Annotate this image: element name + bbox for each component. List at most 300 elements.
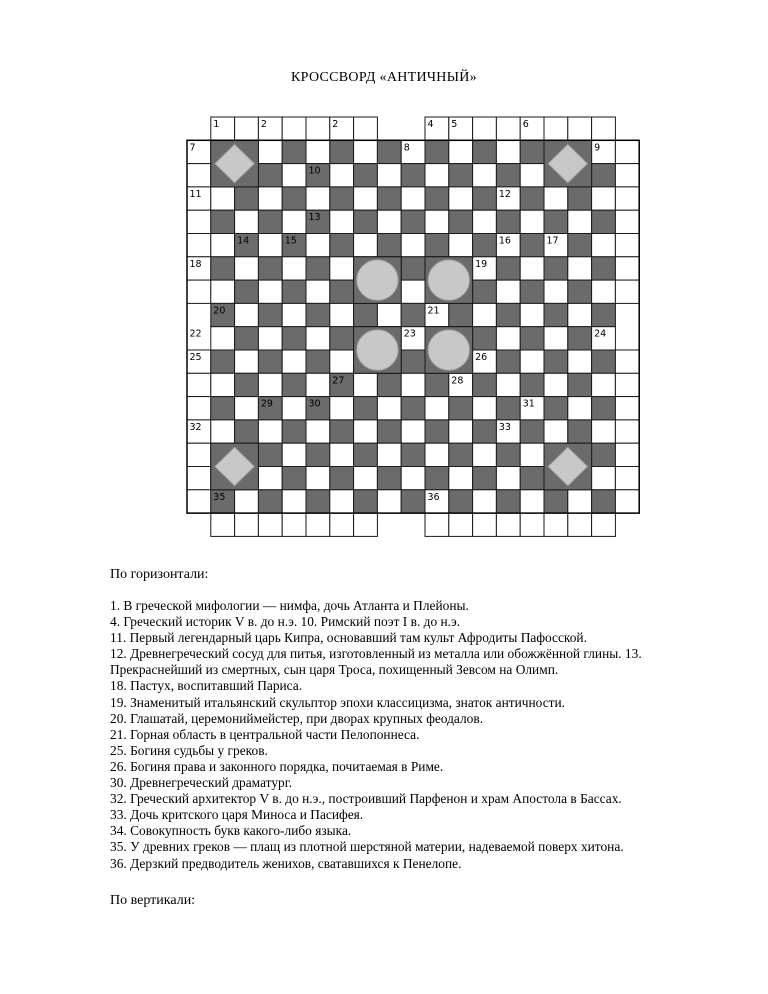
black-cell — [282, 420, 306, 443]
white-cell — [449, 234, 473, 257]
white-cell — [473, 210, 497, 233]
white-cell — [496, 280, 520, 303]
white-cell — [235, 210, 259, 233]
black-cell — [330, 280, 354, 303]
black-cell — [520, 467, 544, 490]
black-cell — [258, 257, 282, 280]
cell-number: 19 — [475, 258, 488, 270]
black-cell — [473, 420, 497, 443]
white-cell — [187, 164, 211, 187]
cell-number: 35 — [213, 491, 226, 503]
black-cell — [401, 210, 425, 233]
white-cell — [377, 443, 401, 466]
across-heading: По горизонтали: — [110, 567, 209, 582]
white-cell — [258, 187, 282, 210]
white-cell — [401, 187, 425, 210]
black-cell — [330, 234, 354, 257]
clue-line: Прекраснейший из смертных, сын царя Троса, похищенный Зевсом на Олимп. — [110, 662, 559, 678]
black-cell — [592, 490, 616, 513]
black-cell — [496, 443, 520, 466]
cell-number: 14 — [237, 235, 250, 247]
white-cell — [473, 443, 497, 466]
black-cell — [401, 164, 425, 187]
cell-number: 31 — [522, 398, 535, 410]
white-cell — [520, 303, 544, 326]
black-cell — [496, 350, 520, 373]
black-cell — [354, 164, 378, 187]
black-cell — [520, 187, 544, 210]
black-cell — [330, 420, 354, 443]
clue-line: 21. Горная область в центральной части Пелопоннеса. — [110, 726, 420, 742]
cell-number: 21 — [427, 305, 440, 317]
black-cell — [496, 490, 520, 513]
white-cell — [544, 187, 568, 210]
white-cell — [568, 257, 592, 280]
white-cell — [615, 140, 639, 163]
black-cell — [282, 373, 306, 396]
cell-number: 22 — [189, 328, 202, 340]
oval-shape — [428, 330, 470, 371]
cell-number: 11 — [189, 188, 202, 200]
white-cell — [615, 164, 639, 187]
cell-number: 18 — [189, 258, 202, 270]
white-cell — [211, 420, 235, 443]
white-cell — [473, 117, 497, 140]
cell-number: 29 — [260, 398, 273, 410]
white-cell — [258, 327, 282, 350]
white-cell — [258, 373, 282, 396]
clue-line: 11. Первый легендарный царь Кипра, основавший там культ Афродиты Пафосской. — [110, 630, 587, 646]
clue-line: 30. Древнегреческий драматург. — [110, 775, 293, 791]
cell-number: 15 — [284, 235, 297, 247]
black-cell — [377, 140, 401, 163]
white-cell — [187, 210, 211, 233]
white-cell — [306, 373, 330, 396]
black-cell — [401, 443, 425, 466]
white-cell — [473, 397, 497, 420]
white-cell — [520, 164, 544, 187]
black-cell — [306, 350, 330, 373]
black-cell — [377, 467, 401, 490]
white-cell — [401, 420, 425, 443]
cell-number: 9 — [594, 142, 601, 154]
white-cell — [544, 327, 568, 350]
black-cell — [258, 303, 282, 326]
white-cell — [544, 373, 568, 396]
black-cell — [425, 373, 449, 396]
white-cell — [377, 397, 401, 420]
white-cell — [282, 490, 306, 513]
white-cell — [377, 164, 401, 187]
cell-number: 8 — [403, 142, 410, 154]
clue-line: 35. У древних греков — плащ из плотной шерстяной материи, надеваемой поверх хитона. — [110, 839, 624, 855]
black-cell — [449, 164, 473, 187]
white-cell — [592, 187, 616, 210]
white-cell — [401, 234, 425, 257]
black-cell — [496, 397, 520, 420]
white-cell — [354, 420, 378, 443]
black-cell — [354, 490, 378, 513]
black-cell — [544, 490, 568, 513]
white-cell — [615, 280, 639, 303]
black-cell — [496, 164, 520, 187]
black-cell — [568, 420, 592, 443]
black-cell — [330, 187, 354, 210]
black-cell — [235, 187, 259, 210]
across-clues — [110, 598, 730, 872]
white-cell — [592, 373, 616, 396]
black-cell — [568, 327, 592, 350]
white-cell — [520, 210, 544, 233]
black-cell — [354, 397, 378, 420]
white-cell — [425, 513, 449, 536]
white-cell — [615, 420, 639, 443]
white-cell — [330, 513, 354, 536]
white-cell — [615, 467, 639, 490]
white-cell — [235, 350, 259, 373]
white-cell — [330, 164, 354, 187]
white-cell — [282, 303, 306, 326]
white-cell — [258, 420, 282, 443]
black-cell — [520, 280, 544, 303]
white-cell — [592, 117, 616, 140]
black-cell — [306, 303, 330, 326]
white-cell — [473, 303, 497, 326]
white-cell — [473, 490, 497, 513]
white-cell — [282, 257, 306, 280]
cell-number: 5 — [451, 119, 458, 130]
white-cell — [544, 420, 568, 443]
white-cell — [496, 140, 520, 163]
black-cell — [544, 210, 568, 233]
cell-number: 30 — [308, 398, 321, 410]
clue-line: 1. В греческой мифологии — нимфа, дочь Атланта и Плейоны. — [110, 598, 469, 613]
white-cell — [568, 397, 592, 420]
white-cell — [449, 140, 473, 163]
black-cell — [377, 234, 401, 257]
cell-number: 2 — [332, 119, 339, 130]
cell-number: 26 — [475, 352, 488, 363]
clue-line: 19. Знаменитый итальянский скульптор эпохи классицизма, знаток античности. — [110, 694, 565, 710]
oval-shape — [357, 260, 399, 301]
white-cell — [425, 443, 449, 466]
black-cell — [592, 210, 616, 233]
clue-line: 4. Греческий историк V в. до н.э. 10. Римский поэт I в. до н.э. — [110, 614, 461, 630]
white-cell — [496, 467, 520, 490]
cell-number: 16 — [498, 235, 511, 247]
black-cell — [425, 467, 449, 490]
white-cell — [425, 397, 449, 420]
white-cell — [473, 513, 497, 536]
white-cell — [354, 467, 378, 490]
white-cell — [449, 187, 473, 210]
black-cell — [496, 210, 520, 233]
white-cell — [520, 443, 544, 466]
black-cell — [258, 443, 282, 466]
white-cell — [306, 140, 330, 163]
cell-number: 25 — [189, 352, 202, 363]
black-cell — [425, 234, 449, 257]
black-cell — [568, 234, 592, 257]
white-cell — [354, 117, 378, 140]
white-cell — [211, 513, 235, 536]
white-cell — [187, 490, 211, 513]
black-cell — [282, 280, 306, 303]
black-cell — [235, 327, 259, 350]
white-cell — [568, 210, 592, 233]
white-cell — [235, 513, 259, 536]
white-cell — [520, 257, 544, 280]
white-cell — [187, 443, 211, 466]
white-cell — [306, 187, 330, 210]
cell-number: 6 — [522, 119, 529, 130]
black-cell — [496, 303, 520, 326]
cell-number: 32 — [189, 421, 202, 433]
black-cell — [377, 187, 401, 210]
white-cell — [211, 280, 235, 303]
black-cell — [258, 490, 282, 513]
cell-number: 2 — [260, 119, 267, 130]
black-cell — [401, 257, 425, 280]
clue-line: 34. Совокупность букв какого-либо языка. — [110, 823, 352, 839]
white-cell — [568, 490, 592, 513]
white-cell — [615, 187, 639, 210]
white-cell — [187, 467, 211, 490]
white-cell — [615, 373, 639, 396]
cell-number: 12 — [498, 188, 511, 200]
cell-number: 23 — [403, 328, 416, 340]
white-cell — [211, 234, 235, 257]
black-cell — [354, 210, 378, 233]
white-cell — [615, 234, 639, 257]
black-cell — [473, 327, 497, 350]
black-cell — [282, 187, 306, 210]
white-cell — [187, 280, 211, 303]
white-cell — [330, 443, 354, 466]
clue-line: 25. Богиня судьбы у греков. — [110, 742, 268, 758]
white-cell — [425, 164, 449, 187]
white-cell — [282, 513, 306, 536]
white-cell — [306, 234, 330, 257]
black-cell — [473, 140, 497, 163]
black-cell — [211, 257, 235, 280]
cell-number: 17 — [546, 235, 559, 247]
black-cell — [401, 303, 425, 326]
white-cell — [211, 373, 235, 396]
white-cell — [520, 490, 544, 513]
black-cell — [592, 443, 616, 466]
black-cell — [401, 350, 425, 373]
black-cell — [306, 443, 330, 466]
white-cell — [330, 397, 354, 420]
black-cell — [425, 420, 449, 443]
black-cell — [473, 373, 497, 396]
clue-line: 12. Древнегреческий сосуд для питья, изготовленный из металла или обожжённой глины. 13. — [110, 646, 642, 662]
black-cell — [354, 303, 378, 326]
black-cell — [473, 467, 497, 490]
white-cell — [282, 397, 306, 420]
white-cell — [568, 303, 592, 326]
white-cell — [211, 327, 235, 350]
white-cell — [377, 490, 401, 513]
white-cell — [330, 350, 354, 373]
white-cell — [401, 467, 425, 490]
white-cell — [401, 373, 425, 396]
white-cell — [401, 280, 425, 303]
white-cell — [592, 280, 616, 303]
white-cell — [306, 117, 330, 140]
black-cell — [211, 210, 235, 233]
white-cell — [449, 513, 473, 536]
white-cell — [330, 303, 354, 326]
white-cell — [615, 350, 639, 373]
black-cell — [377, 373, 401, 396]
white-cell — [235, 257, 259, 280]
clue-line: 33. Дочь критского царя Миноса и Пасифея. — [110, 807, 364, 823]
cell-number: 36 — [427, 491, 440, 503]
clue-line: 20. Глашатай, церемониймейстер, при дворах крупных феодалов. — [110, 710, 484, 726]
black-cell — [449, 210, 473, 233]
white-cell — [615, 210, 639, 233]
black-cell — [235, 420, 259, 443]
black-cell — [330, 327, 354, 350]
black-cell — [592, 257, 616, 280]
black-cell — [330, 140, 354, 163]
black-cell — [282, 140, 306, 163]
white-cell — [258, 280, 282, 303]
white-cell — [235, 490, 259, 513]
black-cell — [520, 327, 544, 350]
oval-shape — [428, 260, 470, 301]
clue-line: 26. Богиня права и законного порядка, почитаемая в Риме. — [110, 758, 444, 774]
black-cell — [592, 350, 616, 373]
white-cell — [354, 140, 378, 163]
white-cell — [592, 467, 616, 490]
black-cell — [520, 373, 544, 396]
white-cell — [306, 467, 330, 490]
white-cell — [330, 490, 354, 513]
white-cell — [258, 140, 282, 163]
white-cell — [282, 210, 306, 233]
white-cell — [354, 513, 378, 536]
white-cell — [615, 490, 639, 513]
down-heading: По вертикали: — [110, 893, 196, 908]
white-cell — [282, 117, 306, 140]
black-cell — [473, 234, 497, 257]
white-cell — [258, 234, 282, 257]
white-cell — [282, 350, 306, 373]
white-cell — [306, 327, 330, 350]
black-cell — [592, 303, 616, 326]
cell-number: 28 — [451, 375, 464, 387]
white-cell — [592, 234, 616, 257]
black-cell — [425, 187, 449, 210]
black-cell — [211, 350, 235, 373]
black-cell — [235, 373, 259, 396]
white-cell — [449, 420, 473, 443]
white-cell — [377, 303, 401, 326]
black-cell — [258, 210, 282, 233]
cell-number: 10 — [308, 165, 321, 177]
white-cell — [496, 513, 520, 536]
white-cell — [496, 117, 520, 140]
cell-number: 20 — [213, 305, 226, 317]
white-cell — [306, 420, 330, 443]
white-cell — [544, 117, 568, 140]
white-cell — [211, 187, 235, 210]
black-cell — [306, 490, 330, 513]
black-cell — [592, 397, 616, 420]
white-cell — [615, 257, 639, 280]
black-cell — [544, 303, 568, 326]
black-cell — [425, 140, 449, 163]
black-cell — [449, 490, 473, 513]
black-cell — [568, 280, 592, 303]
black-cell — [520, 234, 544, 257]
oval-shape — [357, 330, 399, 371]
black-cell — [496, 257, 520, 280]
clue-line: 32. Греческий архитектор V в. до н.э., построивший Парфенон и храм Апостола в Бассах. — [110, 791, 622, 807]
black-cell — [330, 467, 354, 490]
page-title: КРОССВОРД «АНТИЧНЫЙ» — [291, 70, 477, 85]
white-cell — [592, 513, 616, 536]
white-cell — [568, 117, 592, 140]
white-cell — [520, 350, 544, 373]
white-cell — [306, 513, 330, 536]
white-cell — [496, 327, 520, 350]
white-cell — [544, 280, 568, 303]
white-cell — [520, 513, 544, 536]
white-cell — [496, 373, 520, 396]
white-cell — [568, 350, 592, 373]
black-cell — [568, 187, 592, 210]
black-cell — [235, 280, 259, 303]
black-cell — [449, 397, 473, 420]
white-cell — [235, 397, 259, 420]
white-cell — [187, 373, 211, 396]
cell-number: 24 — [594, 328, 607, 340]
cell-number: 33 — [498, 421, 511, 433]
white-cell — [282, 164, 306, 187]
black-cell — [377, 420, 401, 443]
black-cell — [354, 443, 378, 466]
white-cell — [282, 443, 306, 466]
white-cell — [473, 164, 497, 187]
white-cell — [235, 117, 259, 140]
white-cell — [330, 257, 354, 280]
cell-number: 27 — [332, 375, 345, 387]
black-cell — [544, 257, 568, 280]
clue-line: 18. Пастух, воспитавший Париса. — [110, 678, 303, 694]
black-cell — [520, 140, 544, 163]
white-cell — [330, 210, 354, 233]
black-cell — [258, 164, 282, 187]
clue-line: 36. Дерзкий предводитель женихов, сватавшихся к Пенелопе. — [110, 855, 462, 871]
white-cell — [187, 234, 211, 257]
black-cell — [473, 187, 497, 210]
white-cell — [592, 420, 616, 443]
cell-number: 1 — [213, 119, 220, 130]
black-cell — [258, 350, 282, 373]
white-cell — [258, 513, 282, 536]
black-cell — [449, 443, 473, 466]
white-cell — [544, 513, 568, 536]
cell-number: 7 — [189, 142, 196, 154]
black-cell — [592, 164, 616, 187]
white-cell — [615, 397, 639, 420]
white-cell — [449, 467, 473, 490]
white-cell — [258, 467, 282, 490]
